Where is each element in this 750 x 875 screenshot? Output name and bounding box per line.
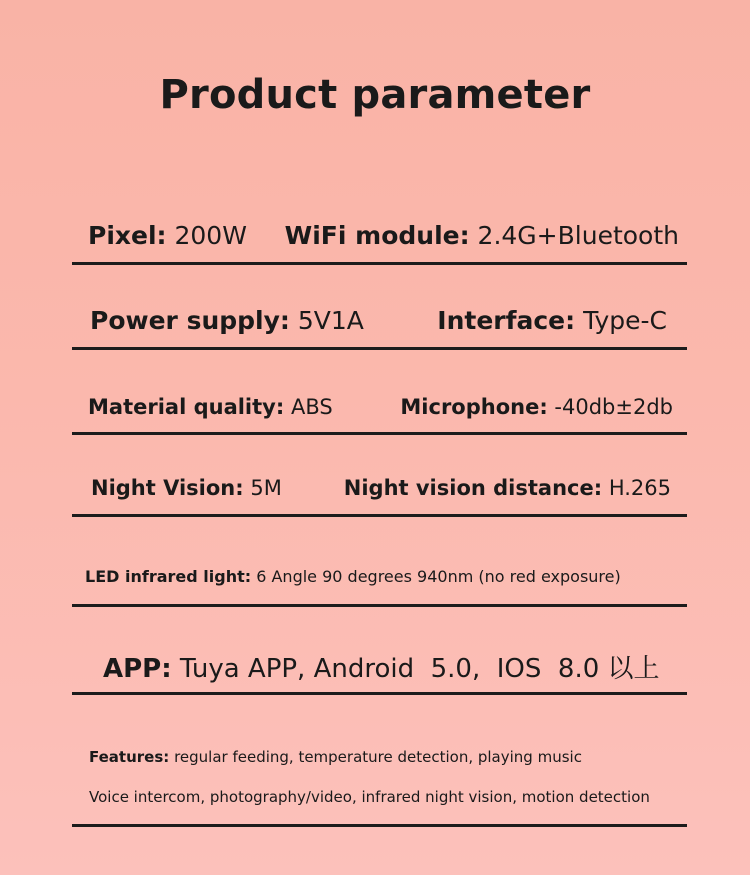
divider <box>72 692 687 695</box>
spec-material-value: ABS <box>290 395 333 419</box>
spec-pixel-value: 200W <box>174 221 247 250</box>
features-text-1: regular feeding, temperature detection, playing music <box>174 748 582 766</box>
spec-led-label: LED infrared light: <box>85 567 252 586</box>
spec-led <box>85 567 621 586</box>
spec-wifi <box>285 221 679 250</box>
spec-row-led <box>72 567 687 607</box>
spec-row-app <box>72 648 687 695</box>
spec-app-label: APP: <box>103 654 172 684</box>
page-title: Product parameter <box>159 72 591 118</box>
spec-microphone <box>400 395 673 419</box>
divider <box>72 514 687 517</box>
spec-power-label: Power supply: <box>90 306 290 335</box>
spec-night-distance-value: H.265 <box>608 476 671 500</box>
spec-night-vision-value: 5M <box>250 476 282 500</box>
spec-wifi-value: 2.4G+Bluetooth <box>477 221 679 250</box>
spec-material <box>88 395 333 419</box>
divider <box>72 347 687 350</box>
spec-app <box>103 648 660 685</box>
spec-pixel-label: Pixel: <box>88 221 167 250</box>
spec-night-vision <box>91 476 282 500</box>
spec-app-value: Tuya APP, Android 5.0, IOS 8.0 以上 <box>179 654 660 684</box>
features-text-2: Voice intercom, photography/video, infrared night vision, motion detection <box>89 788 650 806</box>
spec-power <box>90 306 364 335</box>
spec-night-distance <box>344 476 671 500</box>
spec-row-pixel-wifi <box>72 221 687 265</box>
spec-row-night-vision <box>72 476 687 517</box>
spec-microphone-label: Microphone: <box>400 395 548 419</box>
divider <box>72 604 687 607</box>
spec-interface-value: Type-C <box>583 306 667 335</box>
features-label: Features: <box>89 748 170 766</box>
divider <box>72 262 687 265</box>
spec-row-material-microphone <box>72 395 687 435</box>
spec-material-label: Material quality: <box>88 395 285 419</box>
spec-interface-label: Interface: <box>437 306 576 335</box>
features-line-1 <box>72 748 687 788</box>
spec-row-power-interface <box>72 306 687 350</box>
spec-led-value: 6 Angle 90 degrees 940nm (no red exposure) <box>256 567 621 586</box>
spec-wifi-label: WiFi module: <box>284 221 470 250</box>
divider <box>72 824 687 827</box>
spec-interface <box>437 306 667 335</box>
features-block <box>72 748 687 827</box>
spec-microphone-value: -40db±2db <box>554 395 673 419</box>
spec-pixel <box>88 221 247 250</box>
spec-night-distance-label: Night vision distance: <box>343 476 603 500</box>
spec-power-value: 5V1A <box>297 306 364 335</box>
divider <box>72 432 687 435</box>
features-line-2 <box>72 788 687 821</box>
spec-night-vision-label: Night Vision: <box>91 476 244 500</box>
